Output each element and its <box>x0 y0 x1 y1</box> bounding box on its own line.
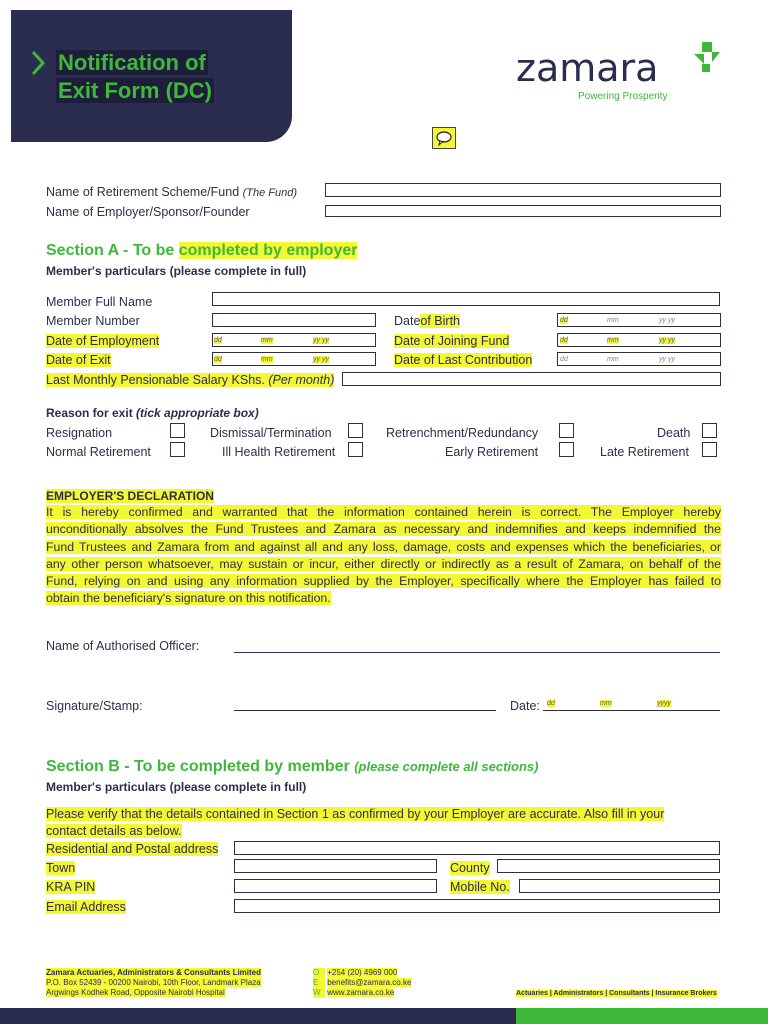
date-of-birth-yy: yy yy <box>659 317 675 324</box>
date-of-last-contribution-label: Date of Last Contribution <box>394 353 533 367</box>
comment-bubble-icon[interactable] <box>432 127 456 149</box>
section-a-title-highlight: completed by employer <box>178 242 358 259</box>
resignation-checkbox[interactable] <box>170 423 185 438</box>
footer-web-key: W <box>313 988 325 998</box>
retrenchment-checkbox[interactable] <box>559 423 574 438</box>
resignation-label: Resignation <box>46 426 113 440</box>
dismissal-label: Dismissal/Termination <box>210 426 332 440</box>
declaration-line: Fund Trustees and Zamara from and against all and any loss, damage, costs and expenses which the beneficiaries, or <box>46 539 721 554</box>
reason-title-text: Reason for exit <box>46 406 133 420</box>
reason-title <box>46 406 259 420</box>
date-of-joining-yy: yy yy <box>659 337 675 344</box>
declaration-date-mm: mm <box>600 700 612 707</box>
declaration-line: unconditionally absolves the Fund Trustees and Zamara as necessary and indemnifies and keeps indemnified the <box>46 522 721 537</box>
salary-label <box>46 373 334 387</box>
signature-label: Signature/Stamp: <box>46 699 143 713</box>
date-of-employment-dd: dd <box>214 337 222 344</box>
footer-road: Argwings Kodhek Road, Opposite Nairobi Hospital <box>46 988 225 997</box>
late-retirement-label: Late Retirement <box>600 445 689 459</box>
date-of-joining-dd: dd <box>560 337 568 344</box>
scheme-name-field[interactable] <box>325 183 721 197</box>
date-of-birth-mm: mm <box>607 317 619 324</box>
early-retirement-label: Early Retirement <box>445 445 539 459</box>
ill-health-label: Ill Health Retirement <box>222 445 336 459</box>
date-of-exit-yy: yy yy <box>313 356 329 363</box>
form-title <box>56 49 214 105</box>
section-b-title-note: (please complete all sections) <box>354 759 539 774</box>
employer-name-label: Name of Employer/Sponsor/Founder <box>46 205 250 219</box>
brand-wordmark: zamara <box>516 46 659 90</box>
date-of-employment-mm: mm <box>261 337 273 344</box>
date-of-last-contribution-yy: yy yy <box>659 356 675 363</box>
early-retirement-checkbox[interactable] <box>559 442 574 457</box>
footer-email-key: E <box>313 978 325 988</box>
declaration-line: obtain the beneficiary's signature on this notification. <box>46 591 331 606</box>
ill-health-checkbox[interactable] <box>348 442 363 457</box>
dismissal-checkbox[interactable] <box>348 423 363 438</box>
footer-office-key: O <box>313 968 325 978</box>
form-title-line2: Exit Form (DC) <box>58 78 212 103</box>
section-b-subtitle: Member's particulars (please complete in full) <box>46 780 307 794</box>
declaration-title: EMPLOYER'S DECLARATION <box>46 489 214 503</box>
mobile-label: Mobile No. <box>450 880 510 894</box>
normal-retirement-label: Normal Retirement <box>46 445 151 459</box>
member-full-name-field[interactable] <box>212 292 720 306</box>
chevron-right-icon <box>30 49 46 77</box>
member-number-field[interactable] <box>212 313 376 327</box>
date-of-exit-label: Date of Exit <box>46 353 111 367</box>
employer-name-field[interactable] <box>325 205 721 217</box>
salary-field[interactable] <box>342 372 721 386</box>
date-of-joining-label: Date of Joining Fund <box>394 334 510 348</box>
section-a-subtitle: Member's particulars (please complete in full) <box>46 264 307 278</box>
kra-pin-label: KRA PIN <box>46 880 96 894</box>
form-title-line1: Notification of <box>58 50 206 75</box>
date-of-last-contribution-mm: mm <box>607 356 619 363</box>
declaration-date-dd: dd <box>547 700 555 707</box>
date-of-birth-label <box>394 314 460 328</box>
authorised-officer-label: Name of Authorised Officer: <box>46 639 200 653</box>
email-field[interactable] <box>234 899 720 913</box>
declaration-line: It is hereby confirmed and warranted that the information contained herein is correct. The Employer hereby <box>46 505 721 519</box>
death-label: Death <box>657 426 691 440</box>
brand-tagline: Powering Prosperity <box>578 91 668 102</box>
scheme-name-text: Name of Retirement Scheme/Fund <box>46 185 240 199</box>
section-b-intro <box>46 806 664 840</box>
date-of-birth-field[interactable] <box>557 313 721 327</box>
scheme-name-label <box>46 185 297 199</box>
section-b-title <box>46 758 538 776</box>
signature-field[interactable] <box>234 710 496 711</box>
kra-pin-field[interactable] <box>234 879 437 893</box>
normal-retirement-checkbox[interactable] <box>170 442 185 457</box>
date-of-exit-field[interactable] <box>212 352 376 366</box>
salary-label-text: Last Monthly Pensionable Salary KShs. <box>46 373 265 387</box>
scheme-name-note: (The Fund) <box>242 187 298 199</box>
salary-label-note: (Per month) <box>268 373 335 387</box>
county-field[interactable] <box>497 859 720 873</box>
address-field[interactable] <box>234 841 720 855</box>
section-b-title-text: Section B - To be completed by member <box>46 758 350 775</box>
town-label: Town <box>46 861 76 875</box>
section-a-title <box>46 242 357 260</box>
footer-company: Zamara Actuaries, Administrators & Consultants Limited <box>46 968 262 977</box>
brand-mark-icon <box>690 42 720 74</box>
death-checkbox[interactable] <box>702 423 717 438</box>
date-of-birth-label-b: of Birth <box>420 314 461 328</box>
reason-title-note: (tick appropriate box) <box>136 406 259 420</box>
declaration-line: Fund, relying on and using any information supplied by the Employer, specifically where the Employer has failed to <box>46 574 721 589</box>
footer-po-box: P.O. Box 52439 - 00200 Nairobi, 10th Floor, Landmark Plaza <box>46 978 261 987</box>
date-of-birth-dd: dd <box>560 317 568 324</box>
date-of-last-contribution-field[interactable] <box>557 352 721 366</box>
declaration-body <box>46 504 721 608</box>
date-of-employment-field[interactable] <box>212 333 376 347</box>
late-retirement-checkbox[interactable] <box>702 442 717 457</box>
section-b-intro-line1: Please verify that the details contained in Section 1 as confirmed by your Employer are accurate. Also fill in your <box>46 807 665 821</box>
footer-email[interactable]: benefits@zamara.co.ke <box>327 978 412 987</box>
footer-address <box>46 968 261 998</box>
email-label: Email Address <box>46 900 126 914</box>
footer-bar-navy <box>0 1008 516 1024</box>
date-of-birth-label-a: Date <box>394 314 421 328</box>
member-number-label: Member Number <box>46 314 140 328</box>
declaration-date-label: Date: <box>510 699 540 713</box>
footer-contacts <box>313 968 411 998</box>
footer-website[interactable]: www.zamara.co.ke <box>327 988 395 997</box>
footer-services-text: Actuaries | Administrators | Consultants | Insurance Brokers <box>516 990 717 997</box>
date-of-employment-label: Date of Employment <box>46 334 160 348</box>
county-label: County <box>450 861 490 875</box>
declaration-date-yyyy: yyyy <box>657 700 671 707</box>
date-of-joining-field[interactable] <box>557 333 721 347</box>
date-of-exit-mm: mm <box>261 356 273 363</box>
declaration-line: any other person whatsoever, may sustain or incur, either directly or indirectly as a result of Zamara, on behalf of the <box>46 556 721 571</box>
declaration-date-field[interactable] <box>543 710 720 711</box>
footer-office-phone: +254 (20) 4969 000 <box>327 968 398 977</box>
town-field[interactable] <box>234 859 437 873</box>
date-of-exit-dd: dd <box>214 356 222 363</box>
member-full-name-label: Member Full Name <box>46 295 153 309</box>
mobile-field[interactable] <box>519 879 720 893</box>
address-label: Residential and Postal address <box>46 842 219 856</box>
section-b-intro-line2: contact details as below. <box>46 824 182 838</box>
brand-logo <box>516 46 726 106</box>
authorised-officer-field[interactable] <box>234 652 720 653</box>
footer-services <box>516 989 717 999</box>
section-a-title-prefix: Section A - To be <box>46 242 175 259</box>
date-of-last-contribution-dd: dd <box>560 356 568 363</box>
date-of-employment-yy: yy yy <box>313 337 329 344</box>
date-of-joining-mm: mm <box>607 337 619 344</box>
retrenchment-label: Retrenchment/Redundancy <box>386 426 539 440</box>
footer-bar-green <box>516 1008 768 1024</box>
